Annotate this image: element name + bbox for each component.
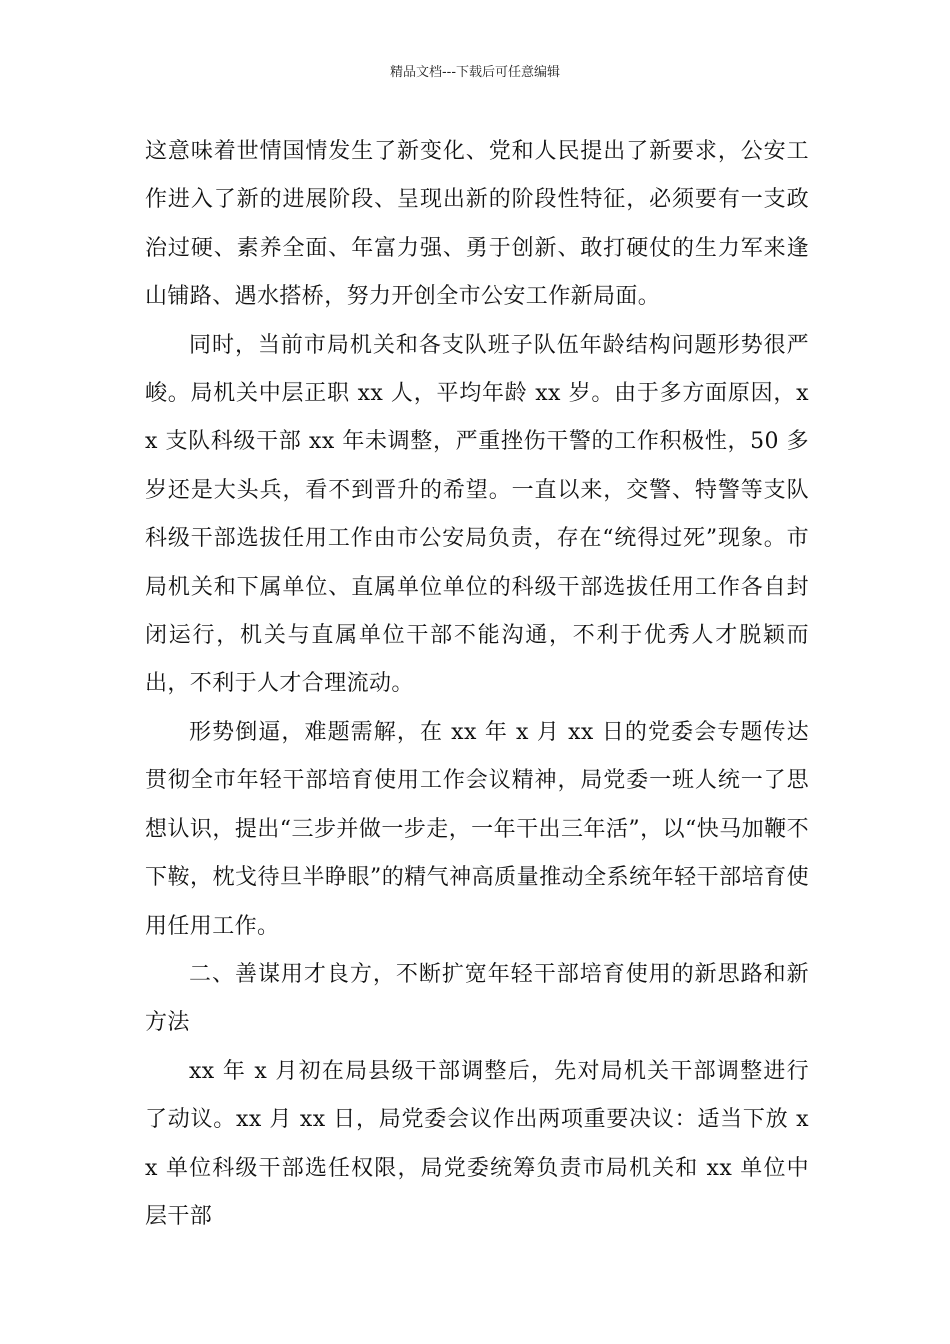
paragraph-3: 形势倒逼，难题需解，在 xx 年 x 月 xx 日的党委会专题传达贯彻全市年轻干部培育使用工作会议精神，局党委一班人统一了思想认识，提出“三步并做一步走，一年干出三年活”，以“快马加鞭不下鞍，枕戈待旦半睁眼”的精气神高质量推动全系统年轻干部培育使用任用工作。 [145, 719, 809, 939]
paragraph-1: 这意味着世情国情发生了新变化、党和人民提出了新要求，公安工作进入了新的进展阶段、呈现出新的阶段性特征，必须要有一支政治过硬、素养全面、年富力强、勇于创新、敢打硬仗的生力军来逢山铺路、遇水搭桥，努力开创全市公安工作新局面。 [145, 139, 809, 310]
page-header: 精品文档---下载后可任意编辑 [389, 65, 561, 80]
document-body [145, 128, 809, 1241]
section-heading: 二、善谋用才良方，不断扩宽年轻干部培育使用的新思路和新方法 [145, 961, 809, 1036]
paragraph-2: 同时，当前市局机关和各支队班子队伍年龄结构问题形势很严峻。局机关中层正职 xx 人，平均年龄 xx 岁。由于多方面原因，xx 支队科级干部 xx 年未调整，严重挫伤干警的工作积极性，50 多岁还是大头兵，看不到晋升的希望。一直以来，交警、特警等支队科级干部选拔任用工作由市公安局负责，存在“统得过死”现象。市局机关和下属单位、直属单位单位的科级干部选拔任用工作各自封闭运行，机关与直属单位干部不能沟通，不利于优秀人才脱颖而出，不利于人才合理流动。 [145, 332, 809, 697]
paragraph-4: xx 年 x 月初在局县级干部调整后，先对局机关干部调整进行了动议。xx 月 xx 日，局党委会议作出两项重要决议：适当下放 xx 单位科级干部选任权限，局党委统筹负责市局机关和 xx 单位中层干部 [145, 1058, 809, 1229]
